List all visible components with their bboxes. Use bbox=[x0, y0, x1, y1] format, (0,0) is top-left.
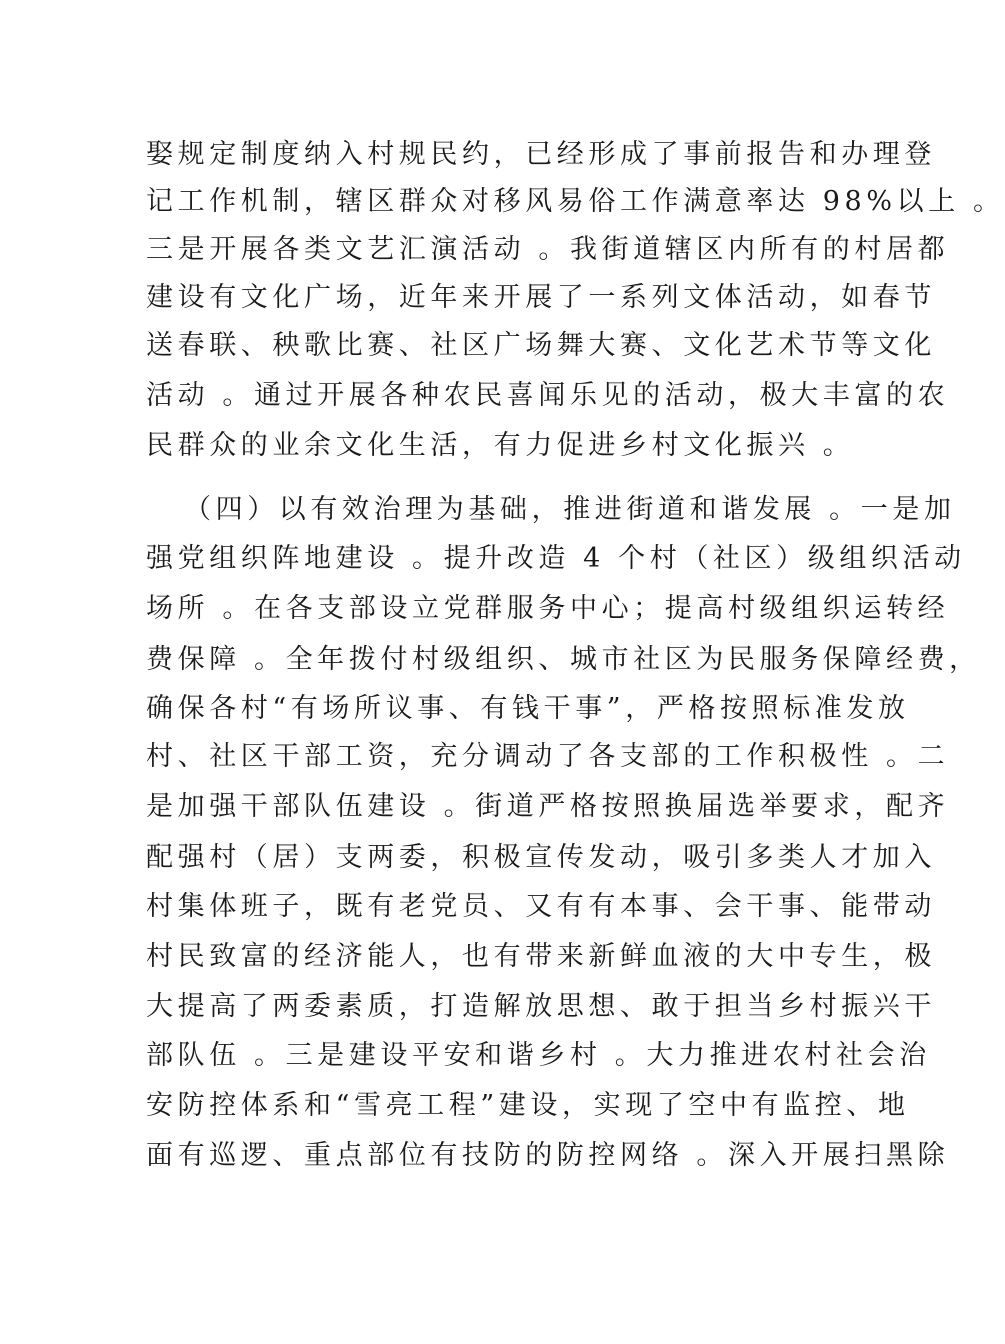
text-line: 部队伍 。三是建设平安和谐乡村 。大力推进农村社会治 bbox=[146, 1040, 931, 1071]
text-line: 记工作机制，辖区群众对移风易俗工作满意率达 98%以上 。 bbox=[146, 186, 1005, 217]
text-line: 是加强干部队伍建设 。街道严格按照换届选举要求，配齐 bbox=[146, 791, 950, 822]
text-line: 确保各村“有场所议事、有钱干事”，严格按照标准发放 bbox=[146, 693, 910, 724]
text-line: 费保障 。全年拨付村级组织、城市社区为民服务保障经费， bbox=[146, 644, 981, 675]
text-line: 安防控体系和“雪亮工程”建设，实现了空中有监控、地 bbox=[146, 1090, 910, 1121]
text-line: 村、社区干部工资，充分调动了各支部的工作积极性 。二 bbox=[146, 741, 950, 772]
text-line: 民群众的业余文化生活，有力促进乡村文化振兴 。 bbox=[146, 430, 855, 461]
text-line: 村民致富的经济能人，也有带来新鲜血液的大中专生，极 bbox=[146, 941, 936, 972]
text-line: 活动 。通过开展各种农民喜闻乐见的活动，极大丰富的农 bbox=[146, 380, 950, 411]
text-line: 娶规定制度纳入村规民约，已经形成了事前报告和办理登 bbox=[146, 139, 936, 170]
text-line: 送春联、秧歌比赛、社区广场舞大赛、文化艺术节等文化 bbox=[146, 330, 936, 361]
text-line: 场所 。在各支部设立党群服务中心；提高村级组织运转经 bbox=[146, 593, 950, 624]
text-line: 大提高了两委素质，打造解放思想、敢于担当乡村振兴干 bbox=[146, 991, 936, 1022]
text-line: 强党组织阵地建设 。提升改造 4 个村（社区）级组织活动 bbox=[146, 543, 966, 574]
text-line: 村集体班子，既有老党员、又有有本事、会干事、能带动 bbox=[146, 891, 936, 922]
paragraph-first-line: （四）以有效治理为基础，推进街道和谐发展 。一是加 bbox=[184, 494, 956, 525]
text-line: 面有巡逻、重点部位有技防的防控网络 。深入开展扫黑除 bbox=[146, 1140, 950, 1171]
text-line: 建设有文化广场，近年来开展了一系列文体活动，如春节 bbox=[146, 282, 936, 313]
text-line: 三是开展各类文艺汇演活动 。我街道辖区内所有的村居都 bbox=[146, 234, 950, 265]
text-line: 配强村（居）支两委，积极宣传发动，吸引多类人才加入 bbox=[146, 842, 936, 873]
